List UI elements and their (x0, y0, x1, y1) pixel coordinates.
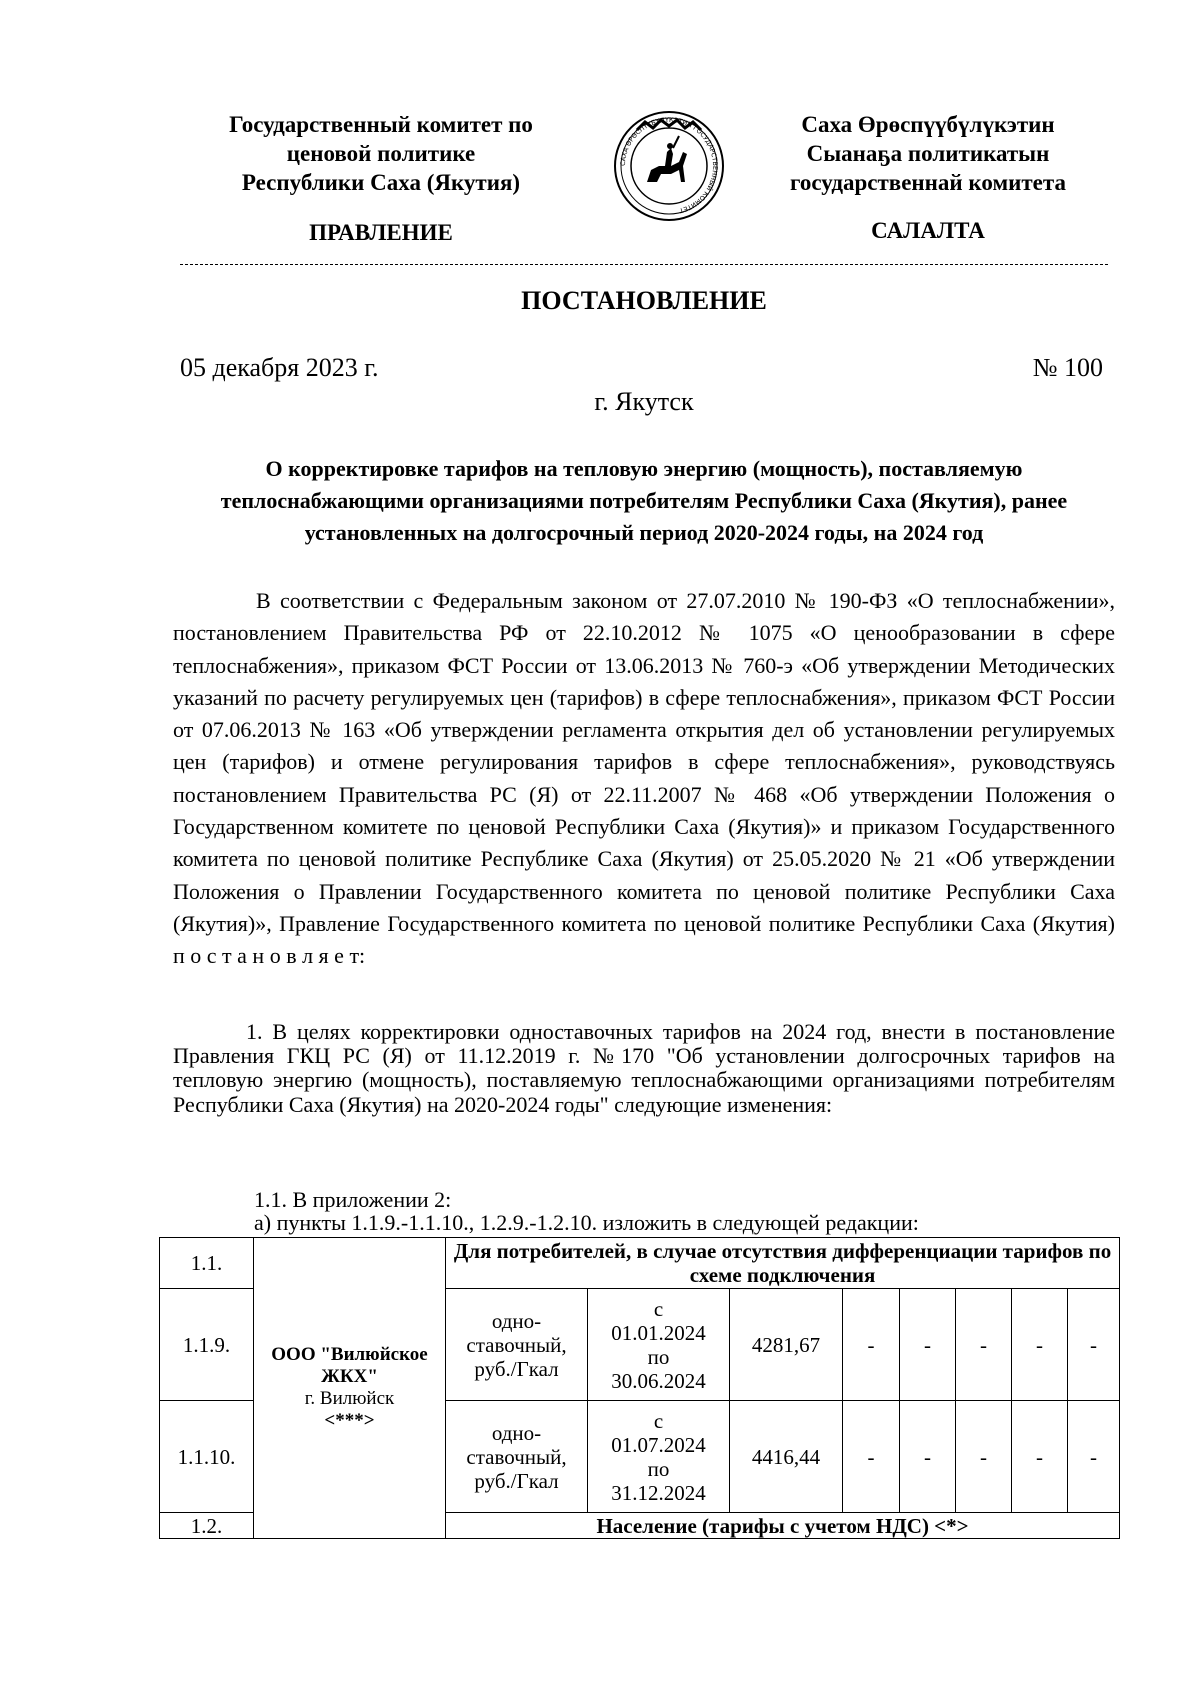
row-number: 1.2. (160, 1513, 254, 1539)
empty-value: - (900, 1289, 956, 1401)
period-line: 01.01.2024 (611, 1320, 706, 1345)
row-number: 1.1.9. (160, 1289, 254, 1401)
period-line: 01.07.2024 (611, 1432, 706, 1457)
item-1-1-a: а) пункты 1.1.9.-1.1.10., 1.2.9.-1.2.10. изложить в следующей редакции: (254, 1210, 919, 1235)
header-right-line: Саха Өрөспүүбүлүкэтин (801, 112, 1055, 137)
tariff-type-line: одно- (491, 1308, 542, 1333)
row-number: 1.1.10. (160, 1401, 254, 1513)
item-1-text: 1. В целях корректировки одноставочных тарифов на 2024 год, внести в постановление Правления ГКЦ РС (Я) от 11.12.2019 г. №170 "Об установлении долгосрочных тарифов на тепловую энергию (мощность), поставляемую теплоснабжающими организациями потребителям Республики Саха (Якутия) на 2020-2024 годы" следующие изменения: (173, 1019, 1115, 1117)
empty-value: - (843, 1401, 900, 1513)
preamble-text: В соответствии с Федеральным законом от 27.07.2010 № 190-ФЗ «О теплоснабжении», постановлением Правительства РФ от 22.10.2012 № 1075 «О ценообразовании в сфере теплоснабжения», приказом ФСТ России от 13.06.2013 № 760-э «Об утверждении Методических указаний по расчету регулируемых цен (тарифов) в сфере теплоснабжения», приказом ФСТ России от 07.06.2013 № 163 «Об утверждении регламента открытия дел об установлении регулируемых цен (тарифов) и отмене регулирования тарифов в сфере теплоснабжения», руководствуясь постановлением Правительства РС (Я) от 22.11.2007 № 468 «Об утверждении Положения о Государственном комитете по ценовой Республики Саха (Якутия)» и приказом Государственного комитета по ценовой политике Республике Саха (Якутия) от 25.05.2020 № 21 «Об утверждении Положения о Правлении Государственного комитета по ценовой политике Республики Саха (Якутия)», Правление Государственного комитета по ценовой политике Республики Саха (Якутия) п о с т а н о в л я е т: (173, 588, 1115, 969)
tariff-type-line: ставочный, (466, 1332, 567, 1357)
header-left-org (205, 110, 557, 197)
tariff-type (446, 1289, 588, 1401)
coat-of-arms-emblem (613, 108, 725, 224)
tariff-value: 4416,44 (730, 1401, 843, 1513)
tariff-type-line: одно- (491, 1420, 542, 1445)
section-header: Для потребителей, в случае отсутствия дифференциации тарифов по схеме подключения (446, 1238, 1120, 1289)
empty-value: - (956, 1401, 1012, 1513)
organization-name: ООО "Вилюйское ЖКХ" (271, 1344, 428, 1387)
board-label-left: ПРАВЛЕНИЕ (309, 220, 453, 245)
period-line: 31.12.2024 (611, 1480, 706, 1505)
organization-city: г. Вилюйск (304, 1388, 395, 1409)
period-line: с (653, 1296, 664, 1321)
organization-cell (254, 1238, 446, 1539)
empty-value: - (1012, 1401, 1068, 1513)
empty-value: - (843, 1289, 900, 1401)
tariff-type-line: руб./Гкал (474, 1468, 559, 1493)
period-cell (588, 1401, 730, 1513)
empty-value: - (956, 1289, 1012, 1401)
table-row (160, 1238, 1120, 1289)
header-right-line: государственнай комитета (790, 170, 1066, 195)
preamble-paragraph (173, 585, 1115, 973)
period-line: по (647, 1456, 670, 1481)
emblem-ring-text: САХА ӨРӨСПҮҮБҮЛҮКЭТИН ГОСУДАРСТВЕННЫЙ КОМИТЕТ (618, 115, 720, 215)
row-number: 1.1. (160, 1238, 254, 1289)
period-cell (588, 1289, 730, 1401)
tariff-type-line: руб./Гкал (474, 1356, 559, 1381)
tariff-type (446, 1401, 588, 1513)
empty-value: - (1068, 1401, 1120, 1513)
empty-value: - (900, 1401, 956, 1513)
header-left-line: Республики Саха (Якутия) (241, 170, 521, 195)
document-date: 05 декабря 2023 г. (180, 353, 379, 382)
header-divider (180, 264, 1108, 265)
header-right-line: Сыанаҕа политикатын (806, 141, 1050, 166)
section-header: Население (тарифы с учетом НДС) <*> (446, 1513, 1120, 1539)
period-line: по (647, 1344, 670, 1369)
document-subject: О корректировке тарифов на тепловую энергию (мощность), поставляемую теплоснабжающими организациями потребителям Республики Саха (Якутия), ранее установленных на долгосрочный период 2020-2024 годы, на 2024 год (220, 456, 1068, 545)
tariff-table (159, 1237, 1120, 1539)
period-line: 30.06.2024 (611, 1368, 706, 1393)
empty-value: - (1012, 1289, 1068, 1401)
board-label-right: САЛАЛТА (871, 218, 985, 243)
header-right-org (752, 110, 1104, 197)
item-1-paragraph (173, 1020, 1115, 1117)
organization-note: <***> (324, 1410, 375, 1431)
header-left-line: ценовой политике (286, 141, 476, 166)
period-line: с (653, 1408, 664, 1433)
document-number: № 100 (1032, 353, 1103, 382)
document-city: г. Якутск (594, 387, 694, 416)
item-1-1: 1.1. В приложении 2: (254, 1187, 452, 1212)
header-left-line: Государственный комитет по (229, 112, 533, 137)
tariff-value: 4281,67 (730, 1289, 843, 1401)
empty-value: - (1068, 1289, 1120, 1401)
document-title: ПОСТАНОВЛЕНИЕ (521, 286, 767, 315)
tariff-type-line: ставочный, (466, 1444, 567, 1469)
